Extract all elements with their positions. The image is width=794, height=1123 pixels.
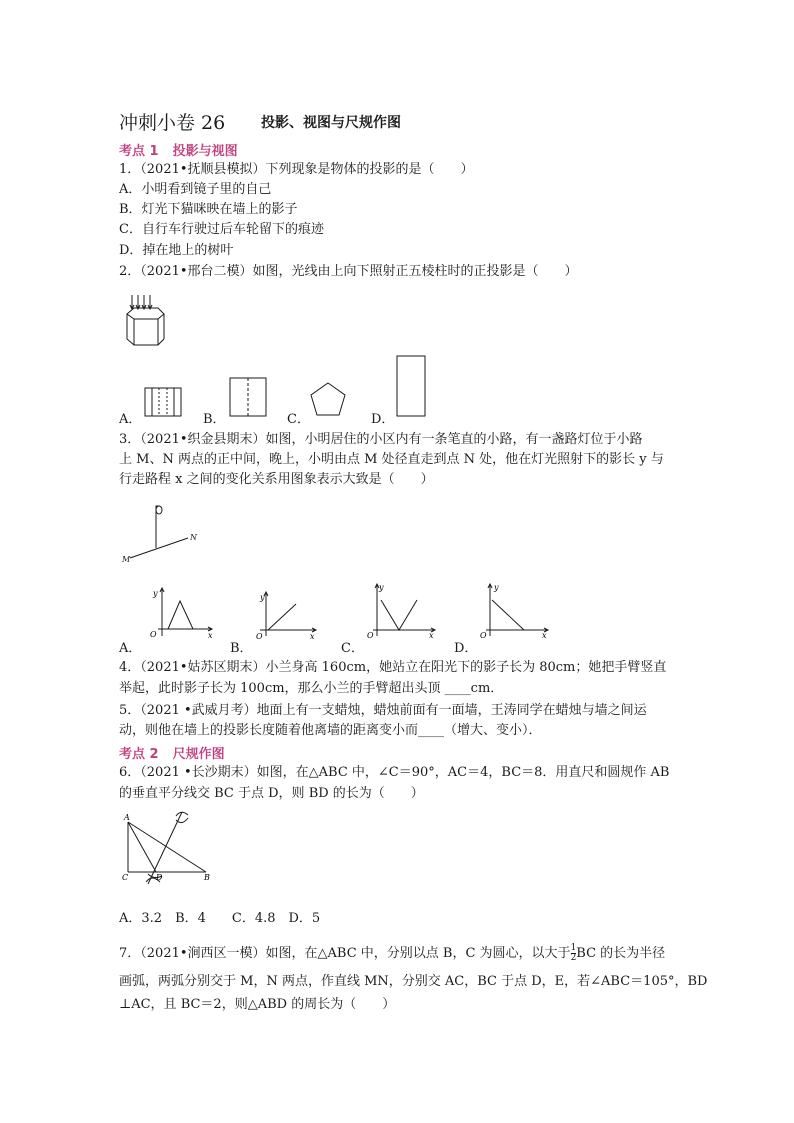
q6-options: A．3.2 B．4 C．4.8 D．5: [119, 911, 321, 926]
q7-line2: 画弧，两弧分别交于 M，N 两点，作直线 MN，分别交 AC，BC 于点 D，E，若∠ABC＝105°，BD: [119, 974, 708, 989]
q2-option-a-figure: [144, 387, 182, 417]
q3d-origin: O: [480, 631, 487, 640]
q4-line2: 举起，此时影子长为 100cm，那么小兰的手臂超出头顶 ____cm．: [119, 681, 504, 696]
q2-option-c-figure: [309, 381, 347, 417]
q6-label-d: D: [156, 873, 163, 882]
q3c-axis-x: x: [429, 631, 434, 640]
q3c-origin: O: [367, 631, 374, 640]
q6-line2: 的垂直平分线交 BC 于点 D，则 BD 的长为（ ）: [119, 786, 424, 801]
q1-option-c: C．自行车行驶过后车轮留下的痕迹: [119, 222, 324, 237]
q3b-axis-x: x: [310, 632, 315, 641]
q3c-axis-y: y: [379, 583, 384, 592]
q1-option-b: B．灯光下猫咪映在墙上的影子: [119, 202, 298, 217]
q2-option-b-label[interactable]: B．: [203, 412, 226, 427]
q6-label-c: C: [122, 873, 129, 882]
q3a-axis-x: x: [208, 631, 213, 640]
q5-line1: 5．（2021 •武威月考）地面上有一支蜡烛，蜡烛前面有一面墙，王涛同学在蜡烛与墙之间运: [119, 703, 647, 718]
q3a-axis-y: y: [153, 589, 158, 598]
q3-line3: 行走路程 x 之间的变化关系用图象表示大致是（ ）: [119, 472, 434, 487]
q2-stem: 2．（2021•邢台二模）如图，光线由上向下照射正五棱柱时的正投影是（ ）: [119, 264, 578, 279]
q7-frac-den: 2: [570, 953, 577, 963]
q3-line2: 上 M、N 两点的正中间，晚上，小明由点 M 处径直走到点 N 处，他在灯光照射下的影长 y 与: [119, 452, 664, 467]
q1-option-a: A．小明看到镜子里的自己: [119, 182, 272, 197]
q3-option-d-label[interactable]: D．: [454, 641, 478, 656]
q3b-origin: O: [256, 632, 263, 641]
q3-option-d-graph: [478, 580, 554, 638]
q3-label-n: N: [190, 533, 197, 542]
q3d-axis-y: y: [494, 583, 499, 592]
q6-triangle-figure: [118, 808, 218, 888]
q7-line1-end: BC 的长为半径: [576, 946, 666, 961]
q3-option-b-label[interactable]: B．: [230, 641, 253, 656]
q7-frac-num: 1: [570, 943, 577, 953]
q1-option-d: D．掉在地上的树叶: [119, 243, 234, 258]
q3-option-a-graph: [148, 584, 218, 640]
q2-option-b-figure: [229, 377, 267, 417]
q3-option-c-graph: [365, 580, 441, 638]
section-heading-2: [119, 743, 225, 762]
q7-line1-start: 7．（2021•涧西区一模）如图，在△ABC 中，分别以点 B，C 为圆心，以大于: [119, 946, 571, 961]
q3d-axis-x: x: [542, 631, 547, 640]
q2-option-c-label[interactable]: C．: [287, 412, 310, 427]
q3-streetlamp-figure: [118, 500, 208, 570]
q6-line1: 6．（2021 •长沙期末）如图，在△ABC 中，∠C＝90°，AC＝4，BC＝8．用直尺和圆规作 AB: [119, 765, 670, 780]
section-label: 考点 1: [119, 144, 159, 159]
section-name: 尺规作图: [172, 747, 225, 762]
q2-prism-figure: [118, 292, 178, 348]
q2-option-d-label[interactable]: D．: [371, 412, 395, 427]
q3a-origin: O: [150, 630, 157, 639]
page-title: 冲刺小卷 26: [119, 112, 226, 134]
q3-label-m: M: [122, 555, 131, 564]
q3-option-c-label[interactable]: C．: [341, 641, 364, 656]
q1-stem: 1．（2021•抚顺县模拟）下列现象是物体的投影的是（ ）: [119, 162, 474, 177]
section-name: 投影与视图: [172, 144, 238, 159]
q7-line3: ⊥AC，且 BC＝2，则△ABD 的周长为（ ）: [119, 997, 396, 1012]
q3b-axis-y: y: [260, 593, 265, 602]
q6-label-b: B: [204, 873, 210, 882]
q3-option-b-graph: [252, 588, 322, 640]
section-label: 考点 2: [119, 747, 159, 762]
q3-line1: 3．（2021•织金县期末）如图，小明居住的小区内有一条笔直的小路，有一盏路灯位于小路: [119, 432, 643, 447]
section-heading-1: [119, 140, 238, 159]
q3-option-a-label[interactable]: A．: [119, 641, 142, 656]
q2-option-d-figure: [396, 355, 426, 417]
q7-line1: [119, 944, 665, 963]
q5-line2: 动，则他在墙上的投影长度随着他离墙的距离变小而____（增大、变小）．: [119, 723, 542, 738]
q4-line1: 4．（2021•姑苏区期末）小兰身高 160cm，她站立在阳光下的影子长为 80cm；她把手臂竖直: [119, 660, 667, 675]
q2-option-a-label[interactable]: A．: [119, 412, 142, 427]
q6-label-a: A: [124, 813, 130, 822]
page-subtitle: 投影、视图与尺规作图: [261, 115, 401, 131]
